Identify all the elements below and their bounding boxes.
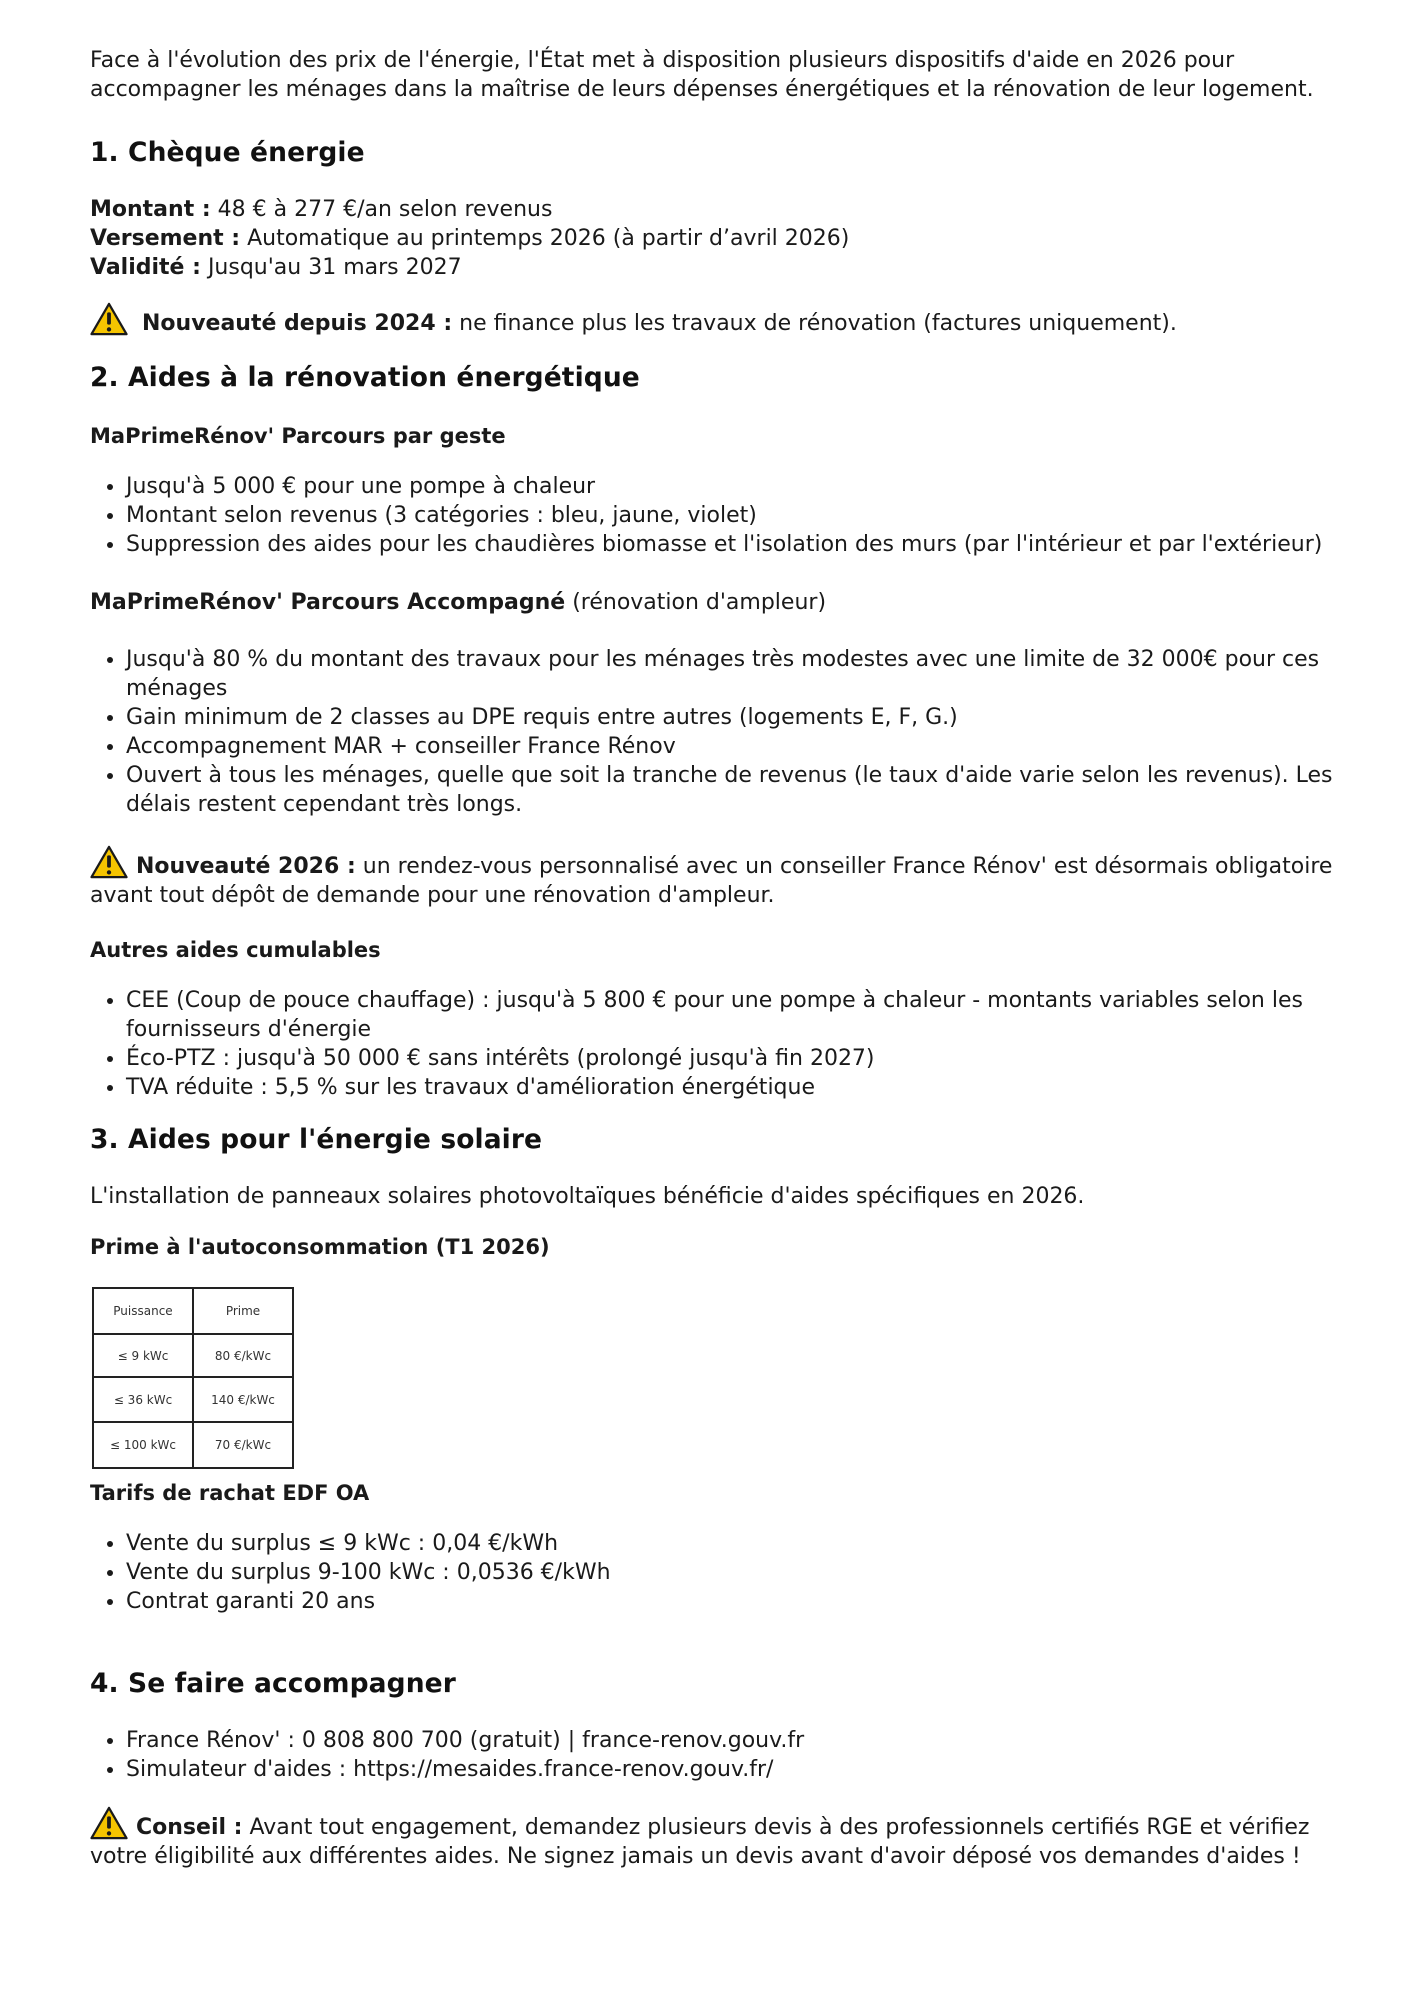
table-cell: ≤ 36 kWc (93, 1377, 193, 1422)
list-item: • Vente du surplus 9-100 kWc : 0,0536 €/kWh (126, 1558, 1340, 1587)
autres-title: Autres aides cumulables (90, 938, 381, 962)
list-item: • France Rénov' : 0 808 800 700 (gratuit) | france-renov.gouv.fr (126, 1726, 1340, 1755)
montant-value: 48 € à 277 €/an selon revenus (217, 197, 553, 222)
warning-label: Nouveauté 2026 : (136, 854, 356, 879)
warning-icon (90, 302, 128, 336)
table-cell: 140 €/kWc (193, 1377, 293, 1422)
table-cell: 80 €/kWc (193, 1334, 293, 1377)
accompagnement-list (90, 1726, 1340, 1784)
document-body (90, 46, 1340, 1871)
validite-value: Jusqu'au 31 mars 2027 (207, 255, 462, 280)
warning-label: Nouveauté depuis 2024 : (142, 311, 453, 336)
list-item: • Éco-PTZ : jusqu'à 50 000 € sans intérêts (prolongé jusqu'à fin 2027) (126, 1044, 1340, 1073)
prime-table (92, 1287, 294, 1469)
list-item: • Ouvert à tous les ménages, quelle que soit la tranche de revenus (le taux d'aide varie selon les revenus). Les délais restent cependant très longs. (126, 761, 1340, 819)
accomp-suffix: (rénovation d'ampleur) (572, 590, 827, 615)
geste-title: MaPrimeRénov' Parcours par geste (90, 424, 506, 448)
warning-text: ne finance plus les travaux de rénovation (factures uniquement). (459, 311, 1177, 336)
table-cell: ≤ 100 kWc (93, 1422, 193, 1468)
autres-list (90, 986, 1340, 1102)
table-cell: ≤ 9 kWc (93, 1334, 193, 1377)
table-header-puissance: Puissance (93, 1288, 193, 1334)
warning-icon (90, 1806, 128, 1840)
list-item: • Jusqu'à 80 % du montant des travaux pour les ménages très modestes avec une limite de 32 000€ pour ces ménages (126, 645, 1340, 703)
table-row (93, 1422, 293, 1468)
versement-label: Versement : (90, 226, 241, 251)
accomp-list (90, 645, 1340, 819)
list-item: • Contrat garanti 20 ans (126, 1587, 1340, 1616)
warning-icon (90, 845, 128, 879)
table-row (93, 1377, 293, 1422)
tarifs-list (90, 1529, 1340, 1616)
list-item: • Accompagnement MAR + conseiller France Rénov (126, 732, 1340, 761)
accomp-heading (90, 588, 1340, 617)
table-row (93, 1334, 293, 1377)
tip-text: Avant tout engagement, demandez plusieurs devis à des professionnels certifiés RGE et vérifiez votre éligibilité aux différentes aides. Ne signez jamais un devis avant d'avoir déposé vos demandes d'aides ! (90, 1815, 1310, 1869)
renovation-warning (90, 845, 1340, 910)
intro-paragraph: Face à l'évolution des prix de l'énergie, l'État met à disposition plusieurs dispositifs d'aide en 2026 pour accompagner les ménages dans la maîtrise de leurs dépenses énergétiques et la rénovation de leur logement. (90, 48, 1314, 102)
tip-label: Conseil : (136, 1815, 243, 1840)
validite-label: Validité : (90, 255, 201, 280)
list-item: • CEE (Coup de pouce chauffage) : jusqu'à 5 800 € pour une pompe à chaleur - montants variables selon les fournisseurs d'énergie (126, 986, 1340, 1044)
section-accompagnement-title: 4. Se faire accompagner (90, 1668, 456, 1699)
list-item: • TVA réduite : 5,5 % sur les travaux d'amélioration énergétique (126, 1073, 1340, 1102)
tarifs-title: Tarifs de rachat EDF OA (90, 1481, 370, 1505)
accomp-title: MaPrimeRénov' Parcours Accompagné (90, 590, 566, 615)
list-item: • Gain minimum de 2 classes au DPE requis entre autres (logements E, F, G.) (126, 703, 1340, 732)
validite-line (90, 253, 1340, 282)
geste-list (90, 472, 1340, 559)
versement-value: Automatique au printemps 2026 (à partir d’avril 2026) (247, 226, 850, 251)
cheque-warning (90, 302, 1340, 338)
montant-label: Montant : (90, 197, 211, 222)
montant-line (90, 195, 1340, 224)
section-solaire-title: 3. Aides pour l'énergie solaire (90, 1124, 543, 1155)
list-item: • Montant selon revenus (3 catégories : bleu, jaune, violet) (126, 501, 1340, 530)
list-item: • Vente du surplus ≤ 9 kWc : 0,04 €/kWh (126, 1529, 1340, 1558)
section-renovation-title: 2. Aides à la rénovation énergétique (90, 362, 640, 393)
table-header-prime: Prime (193, 1288, 293, 1334)
versement-line (90, 224, 1340, 253)
list-item: • Jusqu'à 5 000 € pour une pompe à chaleur (126, 472, 1340, 501)
list-item: • Suppression des aides pour les chaudières biomasse et l'isolation des murs (par l'intérieur et par l'extérieur) (126, 530, 1340, 559)
conseil-tip (90, 1806, 1340, 1871)
section-cheque-energie-title: 1. Chèque énergie (90, 137, 365, 168)
warning-text: un rendez-vous personnalisé avec un conseiller France Rénov' est désormais obligatoire avant tout dépôt de demande pour une rénovation d'ampleur. (90, 854, 1333, 908)
solaire-intro: L'installation de panneaux solaires photovoltaïques bénéficie d'aides spécifiques en 2026. (90, 1184, 1085, 1209)
table-cell: 70 €/kWc (193, 1422, 293, 1468)
list-item: • Simulateur d'aides : https://mesaides.france-renov.gouv.fr/ (126, 1755, 1340, 1784)
prime-title: Prime à l'autoconsommation (T1 2026) (90, 1235, 550, 1259)
